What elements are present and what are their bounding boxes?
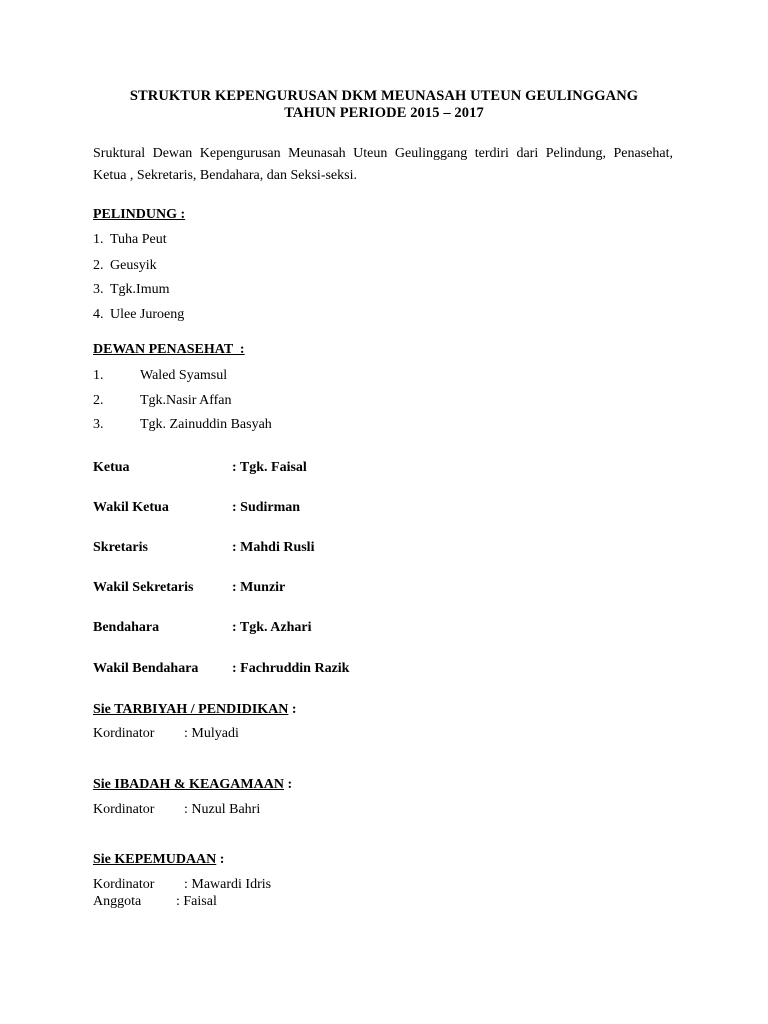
penasehat-item-num: 3. — [93, 417, 104, 432]
penasehat-heading: DEWAN PENASEHAT : — [93, 342, 245, 357]
pengurus-value: : Tgk. Faisal — [232, 460, 307, 475]
sie-row-value: : Mawardi Idris — [184, 877, 272, 892]
penasehat-item-name: Waled Syamsul — [140, 368, 228, 383]
sie-section-title — [93, 852, 224, 868]
pengurus-role: Bendahara — [93, 620, 160, 635]
pengurus-value: : Sudirman — [232, 500, 301, 515]
document-title-line2: TAHUN PERIODE 2015 – 2017 — [284, 105, 484, 121]
pengurus-value: : Tgk. Azhari — [232, 620, 312, 635]
pelindung-item-name: Geusyik — [110, 258, 157, 273]
pengurus-value: : Mahdi Rusli — [232, 540, 315, 555]
pengurus-role: Wakil Ketua — [93, 500, 169, 515]
pelindung-item-num: 1. — [93, 232, 104, 247]
pelindung-item-name: Ulee Juroeng — [110, 307, 185, 322]
sie-title-suffix: : — [283, 777, 293, 792]
sie-title-suffix: : — [216, 852, 225, 867]
pelindung-item-name: Tuha Peut — [110, 232, 167, 247]
pengurus-value: : Munzir — [232, 580, 286, 595]
sie-section-title — [93, 702, 297, 718]
sie-row-label: Kordinator — [93, 802, 155, 817]
pengurus-role: Ketua — [93, 460, 130, 475]
pengurus-role: Wakil Sekretaris — [93, 580, 194, 595]
penasehat-item-num: 2. — [93, 393, 104, 408]
sie-title-text: Sie IBADAH & KEAGAMAAN — [93, 777, 284, 792]
sie-row-value: : Mulyadi — [184, 726, 239, 741]
sie-row-label: Kordinator — [93, 726, 155, 741]
pengurus-value: : Fachruddin Razik — [232, 661, 350, 676]
sie-row-label: Kordinator — [93, 877, 155, 892]
sie-title-text: Sie KEPEMUDAAN — [93, 852, 217, 867]
pelindung-heading: PELINDUNG : — [93, 207, 186, 222]
pelindung-item-num: 4. — [93, 307, 104, 322]
penasehat-item-name: Tgk.Nasir Affan — [140, 393, 232, 408]
sie-row-value: : Nuzul Bahri — [184, 802, 261, 817]
sie-row-value: : Faisal — [176, 894, 217, 909]
penasehat-item-num: 1. — [93, 368, 104, 383]
document-title-line1: STRUKTUR KEPENGURUSAN DKM MEUNASAH UTEUN GEULINGGANG — [129, 88, 639, 104]
sie-row-label: Anggota — [93, 894, 142, 909]
sie-title-text: Sie TARBIYAH / PENDIDIKAN — [93, 702, 289, 717]
intro-paragraph: Sruktural Dewan Kepengurusan Meunasah Uteun Geulinggang terdiri dari Pelindung, Penasehat, Ketua , Sekretaris, Bendahara, dan Seksi-seksi. — [93, 146, 673, 183]
penasehat-item-name: Tgk. Zainuddin Basyah — [140, 417, 272, 432]
pelindung-item-name: Tgk.Imum — [110, 282, 170, 297]
pengurus-role: Skretaris — [93, 540, 148, 555]
sie-section-title — [93, 777, 292, 793]
pelindung-item-num: 3. — [93, 282, 104, 297]
sie-title-suffix: : — [288, 702, 297, 717]
pengurus-role: Wakil Bendahara — [93, 661, 199, 676]
pelindung-item-num: 2. — [93, 258, 104, 273]
